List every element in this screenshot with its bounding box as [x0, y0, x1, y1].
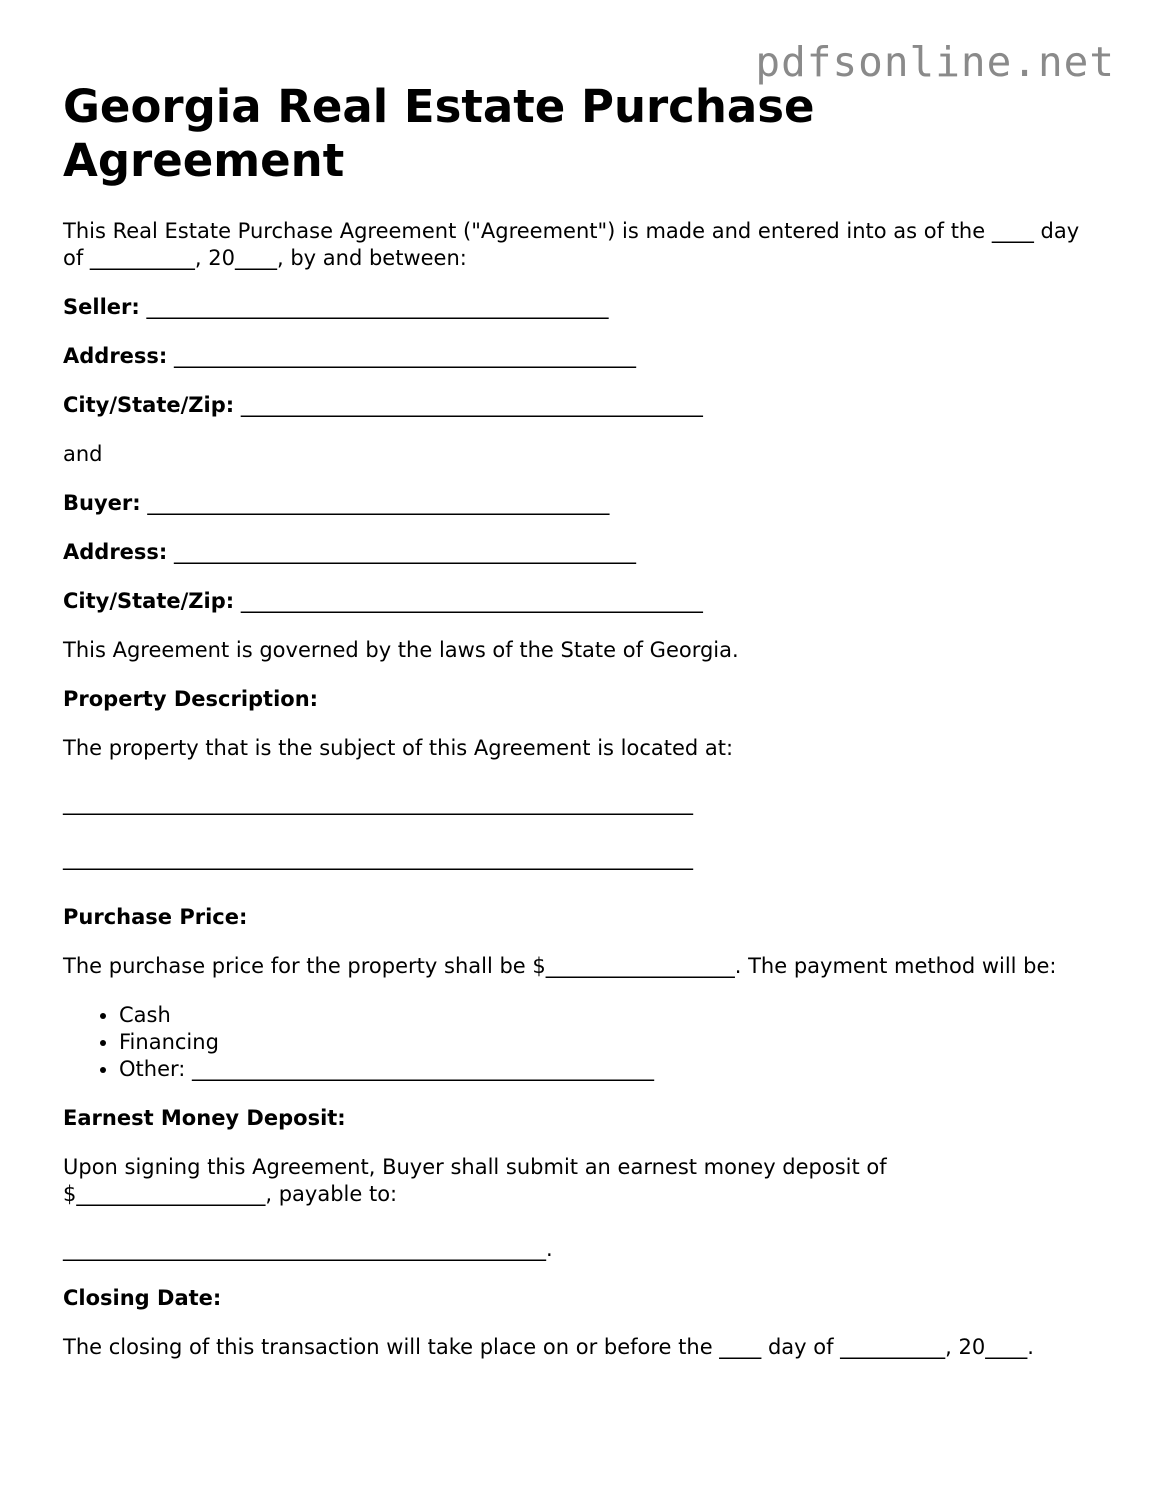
buyer-address-blank: ____________________________________________: [174, 540, 637, 564]
seller-address-blank: ____________________________________________: [174, 344, 637, 368]
earnest-money-heading: Earnest Money Deposit:: [63, 1106, 346, 1130]
document-page: [63, 80, 1093, 1383]
seller-address-row: [63, 343, 1093, 370]
seller-name-row: [63, 294, 1093, 321]
purchase-price-heading: [63, 904, 1093, 931]
payment-option-financing: • Financing: [119, 1029, 1093, 1056]
seller-address-label: Address:: [63, 344, 168, 368]
closing-date-heading: Closing Date:: [63, 1286, 222, 1310]
property-blank-line-1: ____________________________________________________________: [63, 791, 693, 815]
watermark: pdfsonline.net: [755, 38, 1115, 86]
payment-option-other: • Other: ____________________________________________: [119, 1056, 1093, 1083]
buyer-name-blank: ____________________________________________: [147, 491, 610, 515]
governing-law-text: This Agreement is governed by the laws of the State of Georgia.: [63, 638, 739, 662]
seller-name-blank: ____________________________________________: [146, 295, 609, 319]
document-title: Georgia Real Estate Purchase Agreement: [63, 80, 815, 187]
buyer-city-label: City/State/Zip:: [63, 589, 235, 613]
seller-city-row: [63, 392, 1093, 419]
seller-name-label: Seller:: [63, 295, 140, 319]
payee-blank-line: ______________________________________________.: [63, 1237, 553, 1261]
payment-option-cash: • Cash: [119, 1002, 1093, 1029]
and-text: and: [63, 442, 103, 466]
seller-city-blank: ____________________________________________: [240, 393, 703, 417]
intro-paragraph: This Real Estate Purchase Agreement ("Agreement") is made and entered into as of the ____ day of __________, 20____, by and between:: [63, 219, 1080, 270]
buyer-address-row: [63, 539, 1093, 566]
property-text: The property that is the subject of this Agreement is located at:: [63, 736, 734, 760]
buyer-name-label: Buyer:: [63, 491, 141, 515]
property-heading: Property Description:: [63, 687, 319, 711]
purchase-price-text: The purchase price for the property shall be $__________________. The payment method will be:: [63, 954, 1057, 978]
property-blank-line-2: ____________________________________________________________: [63, 846, 693, 870]
payment-method-list: [63, 1002, 1093, 1083]
buyer-city-row: [63, 588, 1093, 615]
buyer-name-row: [63, 490, 1093, 517]
closing-date-text: The closing of this transaction will take place on or before the ____ day of __________, 20____.: [63, 1335, 1034, 1359]
buyer-address-label: Address:: [63, 540, 168, 564]
purchase-price-heading-text: Purchase Price:: [63, 905, 248, 929]
buyer-city-blank: ____________________________________________: [240, 589, 703, 613]
earnest-money-text: Upon signing this Agreement, Buyer shall submit an earnest money deposit of $__________________, payable to:: [63, 1155, 887, 1206]
seller-city-label: City/State/Zip:: [63, 393, 235, 417]
